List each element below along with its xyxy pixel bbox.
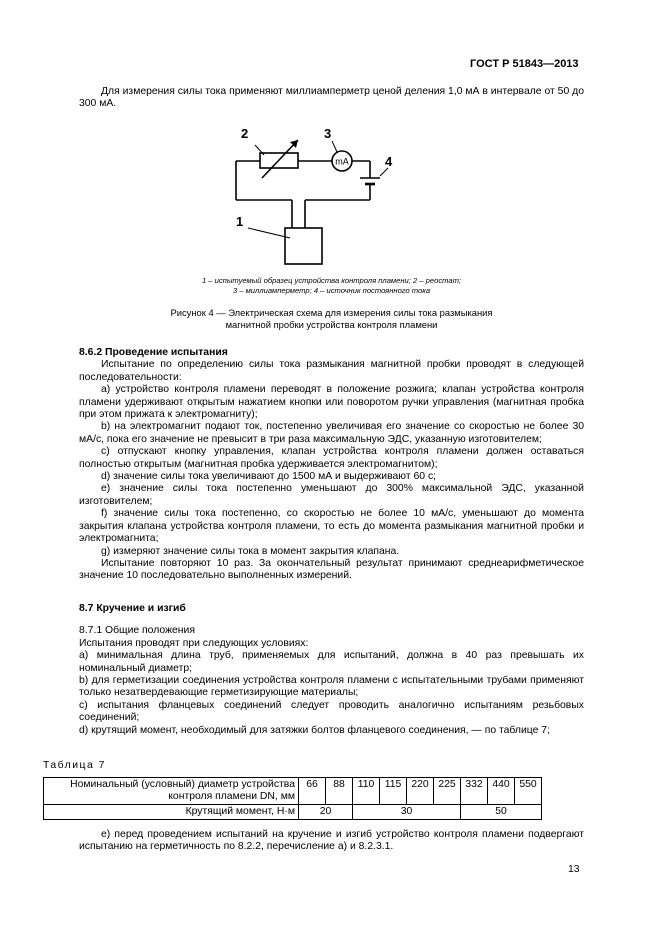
heading-8-7-1: 8.7.1 Общие положения <box>79 625 195 637</box>
legend-line-1: 1 – испытуемый образец устройства контроля пламени; 2 – реостат; <box>201 276 462 285</box>
table-cell-dn: 440 <box>488 778 515 805</box>
paragraph-8-7-1: Испытания проводят при следующих условиях: <box>79 637 309 649</box>
list-item-8-7-c: c) испытания фланцевых соединений следует проводить аналогично испытаниям резьбовых соединений; <box>79 699 584 724</box>
table-cell-dn: 220 <box>407 778 434 805</box>
list-item-e: e) значение силы тока постепенно уменьшают до 300% максимальной ЭДС, указанной изготовителем; <box>79 483 584 507</box>
document-header: ГОСТ Р 51843—2013 <box>470 58 579 70</box>
table-cell-dn: 550 <box>515 778 542 805</box>
list-item-8-7-b: b) для герметизации соединения устройства контроля пламени с испытательными трубами применяют только незатвердевающие герметизирующие материалы; <box>79 675 584 699</box>
figure-legend <box>79 276 584 296</box>
paragraph-8-6-2-intro: Испытание по определению силы тока размыкания магнитной пробки проводят в следующей последовательности: <box>79 359 584 383</box>
page-number: 13 <box>568 864 580 875</box>
table-row-header-torque: Крутящий момент, Н·м <box>44 805 299 820</box>
meter-label: mA <box>335 156 349 167</box>
caption-line-1: Рисунок 4 — Электрическая схема для измерения силы тока размыкания <box>170 307 493 318</box>
leader-4 <box>380 168 388 176</box>
paragraph-8-6-2-end: Испытание повторяют 10 раз. За окончательный результат принимают среднеарифметическое значение 10 последовательно выполненных измерений. <box>79 557 584 582</box>
table-cell-torque: 50 <box>461 805 542 820</box>
table-row <box>44 805 542 820</box>
list-item-8-7-a: а) минимальная длина труб, применяемых для испытаний, должна в 40 раз превышать их номинальный диаметр; <box>79 650 584 674</box>
label-2: 2 <box>241 126 249 141</box>
list-item-8-7-e: е) перед проведением испытаний на кручение и изгиб устройство контроля пламени подвергают испытанию на герметичность по 8.2.2, перечисление а) и 8.2.3.1. <box>79 829 584 853</box>
table-cell-torque: 30 <box>353 805 461 820</box>
section-8-6-2 <box>79 347 584 583</box>
table-7-caption: Таблица 7 <box>43 760 106 771</box>
label-1: 1 <box>236 214 244 229</box>
list-item-d: d) значение силы тока увеличивают до 1500 мА и выдерживают 60 с; <box>101 471 437 483</box>
table-cell-dn: 115 <box>380 778 407 805</box>
caption-line-2: магнитной пробки устройства контроля пламени <box>225 318 438 330</box>
rheostat-arrow-line <box>262 140 298 178</box>
legend-line-2: 3 – миллиамперметр; 4 – источник постоянного тока <box>232 286 431 295</box>
list-item-8-7-d: d) крутящий момент, необходимый для затяжки болтов фланцевого соединения, — по таблице 7; <box>79 724 550 736</box>
leader-3 <box>332 141 337 152</box>
label-3: 3 <box>324 126 332 141</box>
intro-text: Для измерения силы тока применяют миллиамперметр ценой деления 1,0 мА в интервале от 50 до 300 мА. <box>79 86 584 110</box>
list-item-c: c) отпускают кнопку управления, клапан устройства контроля пламени должен оставаться полностью открытым (магнитная пробка удерживается электромагнитом); <box>79 446 584 470</box>
table-cell-dn: 225 <box>434 778 461 805</box>
list-item-b: b) на электромагнит подают ток, постепенно увеличивая его значение со скоростью не более 30 мА/с, пока его значение не превысит в три раза максимальную ЭДС, указанную изготовителем; <box>79 421 584 445</box>
intro-paragraph <box>79 86 584 111</box>
heading-8-7: 8.7 Кручение и изгиб <box>79 603 186 614</box>
table-cell-dn: 66 <box>299 778 326 805</box>
table-row <box>44 778 542 805</box>
section-8-7 <box>79 603 584 737</box>
leader-1 <box>248 228 290 238</box>
list-item-f: f) значение силы тока постепенно, со скоростью не более 10 мА/с, уменьшают до момента закрытия клапана устройства контроля пламени, то есть до момента размыкания магнитной пробки и электромагнита; <box>79 508 584 545</box>
sample-box <box>285 228 322 264</box>
table-cell-dn: 332 <box>461 778 488 805</box>
table-cell-torque: 20 <box>299 805 353 820</box>
label-4: 4 <box>385 154 393 169</box>
heading-8-6-2: 8.6.2 Проведение испытания <box>79 347 228 358</box>
table-row-header-dn: Номинальный (условный) диаметр устройства контроля пламени DN, мм <box>44 778 299 805</box>
list-item-a: a) устройство контроля пламени переводят в положение розжига; клапан устройства контроля пламени удерживают открытым нажатием кнопки или поворотом ручки управления (магнитная пробка при этом прижата к электромагниту); <box>79 384 584 421</box>
list-item-g: g) измеряют значение силы тока в момент закрытия клапана. <box>101 545 400 557</box>
circuit-diagram <box>180 120 420 270</box>
table-cell-dn: 110 <box>353 778 380 805</box>
after-table-paragraph <box>79 829 584 854</box>
table-7 <box>43 777 542 820</box>
table-cell-dn: 88 <box>326 778 353 805</box>
figure-caption <box>79 307 584 330</box>
